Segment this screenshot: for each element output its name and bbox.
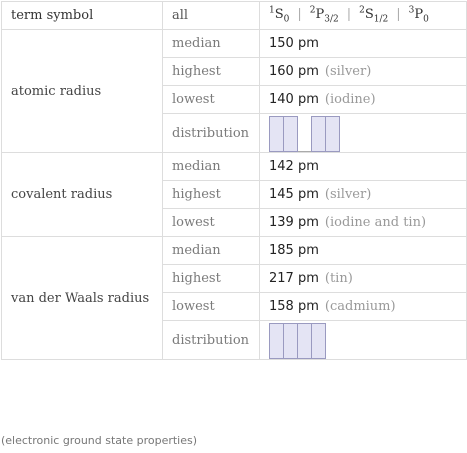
histogram-bar bbox=[283, 323, 298, 359]
histogram-bar bbox=[283, 116, 298, 152]
table-row bbox=[2, 30, 467, 58]
histogram-bar bbox=[325, 116, 340, 152]
lowest-label: lowest bbox=[163, 209, 260, 237]
term-j: 3/2 bbox=[324, 14, 339, 25]
term-letter: P bbox=[315, 7, 325, 23]
value: 150 bbox=[269, 36, 294, 51]
term-multiplicity: 2 bbox=[359, 6, 365, 17]
term-symbol bbox=[309, 6, 339, 25]
highest-label: highest bbox=[163, 265, 260, 293]
note: (iodine) bbox=[324, 92, 376, 107]
atomic-radius-lowest bbox=[260, 86, 467, 114]
vdw-radius-label: van der Waals radius bbox=[2, 237, 163, 360]
unit: pm bbox=[297, 243, 319, 258]
note: (silver) bbox=[324, 187, 372, 202]
term-separator: | bbox=[346, 7, 352, 23]
covalent-radius-median bbox=[260, 153, 467, 181]
histogram-bar bbox=[311, 323, 326, 359]
note: (iodine and tin) bbox=[324, 215, 427, 230]
histogram-bar bbox=[297, 323, 312, 359]
value: 145 bbox=[269, 187, 294, 202]
unit: pm bbox=[297, 64, 319, 79]
distribution-label: distribution bbox=[163, 114, 260, 153]
unit: pm bbox=[297, 92, 319, 107]
header-term-symbol: term symbol bbox=[2, 2, 163, 30]
value: 142 bbox=[269, 159, 294, 174]
unit: pm bbox=[297, 187, 319, 202]
value: 160 bbox=[269, 64, 294, 79]
highest-label: highest bbox=[163, 58, 260, 86]
value: 185 bbox=[269, 243, 294, 258]
median-label: median bbox=[163, 153, 260, 181]
term-symbols-cell bbox=[260, 2, 467, 30]
highest-label: highest bbox=[163, 181, 260, 209]
value: 139 bbox=[269, 215, 294, 230]
term-separator: | bbox=[396, 7, 401, 23]
vdw-radius-distribution bbox=[260, 321, 467, 360]
lowest-label: lowest bbox=[163, 86, 260, 114]
unit: pm bbox=[297, 36, 319, 51]
atomic-radius-distribution bbox=[260, 114, 467, 153]
distribution-label: distribution bbox=[163, 321, 260, 360]
unit: pm bbox=[297, 271, 319, 286]
atomic-radius-highest bbox=[260, 58, 467, 86]
median-label: median bbox=[163, 237, 260, 265]
atomic-radius-median bbox=[260, 30, 467, 58]
note: (cadmium) bbox=[324, 299, 396, 314]
value: 217 bbox=[269, 271, 294, 286]
value: 140 bbox=[269, 92, 294, 107]
unit: pm bbox=[297, 215, 319, 230]
vdw-radius-lowest bbox=[260, 293, 467, 321]
term-multiplicity: 3 bbox=[408, 6, 415, 17]
term-symbol bbox=[408, 6, 429, 25]
vdw-radius-median bbox=[260, 237, 467, 265]
distribution-histogram bbox=[269, 114, 341, 152]
atomic-radius-label: atomic radius bbox=[2, 30, 163, 153]
term-letter: S bbox=[274, 7, 284, 23]
histogram-bar bbox=[269, 116, 284, 152]
table-row bbox=[2, 237, 467, 265]
term-letter: P bbox=[414, 7, 424, 23]
table-row bbox=[2, 153, 467, 181]
properties-table bbox=[1, 1, 467, 360]
vdw-radius-highest bbox=[260, 265, 467, 293]
histogram-bar bbox=[311, 116, 326, 152]
term-j: 1/2 bbox=[373, 14, 389, 25]
term-multiplicity: 1 bbox=[269, 6, 275, 17]
term-j: 0 bbox=[283, 14, 290, 25]
lowest-label: lowest bbox=[163, 293, 260, 321]
footer-note: (electronic ground state properties) bbox=[1, 434, 198, 447]
unit: pm bbox=[297, 159, 319, 174]
term-letter: S bbox=[364, 7, 374, 23]
unit: pm bbox=[297, 299, 319, 314]
term-symbol bbox=[269, 6, 290, 25]
covalent-radius-label: covalent radius bbox=[2, 153, 163, 237]
histogram-bar bbox=[269, 323, 284, 359]
header-all: all bbox=[163, 2, 260, 30]
covalent-radius-lowest bbox=[260, 209, 467, 237]
term-separator: | bbox=[297, 7, 302, 23]
value: 158 bbox=[269, 299, 294, 314]
covalent-radius-highest bbox=[260, 181, 467, 209]
term-multiplicity: 2 bbox=[309, 6, 316, 17]
header-row bbox=[2, 2, 467, 30]
note: (tin) bbox=[324, 271, 353, 286]
term-j: 0 bbox=[423, 14, 429, 25]
distribution-histogram bbox=[269, 321, 327, 359]
note: (silver) bbox=[324, 64, 372, 79]
term-symbol bbox=[359, 6, 389, 25]
median-label: median bbox=[163, 30, 260, 58]
